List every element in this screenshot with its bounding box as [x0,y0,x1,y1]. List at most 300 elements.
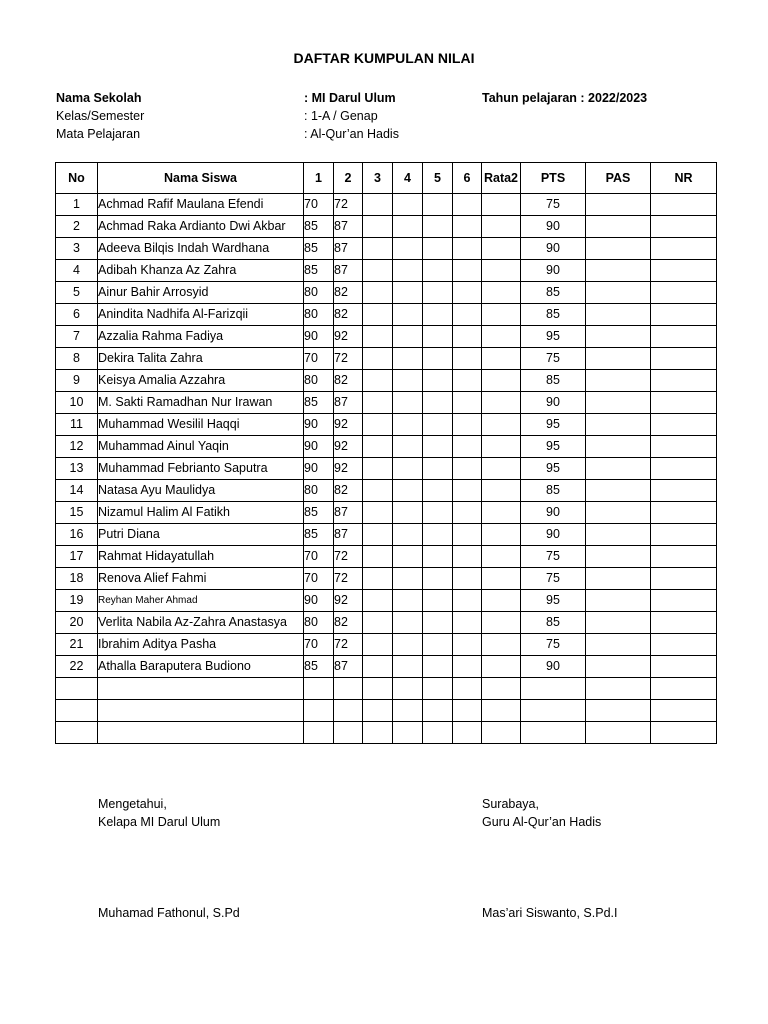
cell-pts: 75 [521,546,586,568]
cell-score-5 [423,348,453,370]
cell-score-1: 90 [304,326,334,348]
cell-nr [651,656,717,678]
cell-student-name: Achmad Raka Ardianto Dwi Akbar [98,216,304,238]
cell-score-5 [423,524,453,546]
cell-score-4 [393,414,423,436]
cell-nr [651,524,717,546]
cell-score-4 [393,282,423,304]
cell-score-1 [304,722,334,744]
cell-score-1: 85 [304,656,334,678]
cell-score-1: 90 [304,458,334,480]
cell-pts: 90 [521,656,586,678]
cell-pas [586,678,651,700]
cell-pts: 90 [521,216,586,238]
cell-pas [586,634,651,656]
cell-score-5 [423,612,453,634]
cell-pas [586,260,651,282]
grades-body [56,194,717,744]
cell-score-3 [363,392,393,414]
cell-score-1: 85 [304,524,334,546]
cell-score-5 [423,678,453,700]
subject-label: Mata Pelajaran [56,127,141,141]
cell-score-5 [423,722,453,744]
cell-pts: 95 [521,436,586,458]
cell-score-1: 85 [304,216,334,238]
cell-nr [651,634,717,656]
cell-no: 8 [56,348,98,370]
cell-score-2 [334,678,363,700]
cell-student-name: Nizamul Halim Al Fatikh [98,502,304,524]
cell-pas [586,414,651,436]
cell-nr [651,458,717,480]
cell-pas [586,722,651,744]
cell-pas [586,370,651,392]
cell-score-2: 92 [334,458,363,480]
table-row [56,524,717,546]
cell-score-4 [393,304,423,326]
cell-score-6 [453,348,482,370]
cell-nr [651,304,717,326]
cell-rata2 [482,370,521,392]
cell-pts [521,678,586,700]
cell-score-4 [393,722,423,744]
cell-pas [586,348,651,370]
cell-pts: 75 [521,194,586,216]
cell-score-6 [453,612,482,634]
table-row [56,678,717,700]
table-row [56,590,717,612]
cell-student-name: Anindita Nadhifa Al-Farizqii [98,304,304,326]
cell-score-6 [453,568,482,590]
cell-score-4 [393,700,423,722]
cell-pts: 85 [521,370,586,392]
cell-score-1: 80 [304,282,334,304]
cell-student-name: Ibrahim Aditya Pasha [98,634,304,656]
cell-score-1: 80 [304,370,334,392]
cell-student-name [98,678,304,700]
cell-score-6 [453,216,482,238]
cell-pas [586,700,651,722]
cell-score-4 [393,480,423,502]
cell-score-6 [453,480,482,502]
cell-rata2 [482,238,521,260]
cell-score-4 [393,502,423,524]
cell-no: 15 [56,502,98,524]
cell-score-1: 90 [304,414,334,436]
cell-nr [651,722,717,744]
cell-score-1: 80 [304,304,334,326]
cell-score-3 [363,612,393,634]
cell-score-3 [363,458,393,480]
cell-student-name: Verlita Nabila Az-Zahra Anastasya [98,612,304,634]
cell-score-6 [453,194,482,216]
cell-score-3 [363,546,393,568]
table-row [56,370,717,392]
cell-pts: 85 [521,282,586,304]
cell-pas [586,590,651,612]
cell-score-2: 82 [334,282,363,304]
cell-no [56,700,98,722]
cell-pts: 95 [521,414,586,436]
cell-no: 5 [56,282,98,304]
cell-score-5 [423,414,453,436]
sig-left-name: Muhamad Fathonul, S.Pd [98,906,240,920]
cell-score-3 [363,260,393,282]
cell-score-1: 85 [304,502,334,524]
header-nama-siswa: Nama Siswa [98,163,304,194]
cell-pas [586,612,651,634]
cell-student-name: Athalla Baraputera Budiono [98,656,304,678]
cell-nr [651,216,717,238]
academic-year: Tahun pelajaran : 2022/2023 [482,91,648,105]
cell-score-4 [393,238,423,260]
cell-student-name: Dekira Talita Zahra [98,348,304,370]
table-row [56,612,717,634]
cell-rata2 [482,260,521,282]
table-row [56,458,717,480]
document-title: DAFTAR KUMPULAN NILAI [293,50,475,66]
cell-rata2 [482,282,521,304]
cell-pas [586,194,651,216]
sig-right-name: Mas’ari Siswanto, S.Pd.I [482,906,618,920]
cell-score-4 [393,260,423,282]
cell-score-5 [423,568,453,590]
cell-score-4 [393,370,423,392]
cell-rata2 [482,568,521,590]
table-row [56,700,717,722]
table-row [56,480,717,502]
cell-rata2 [482,546,521,568]
table-row [56,634,717,656]
cell-rata2 [482,458,521,480]
cell-no: 10 [56,392,98,414]
cell-score-1: 70 [304,546,334,568]
cell-score-4 [393,194,423,216]
cell-student-name: Renova Alief Fahmi [98,568,304,590]
cell-score-6 [453,414,482,436]
cell-score-6 [453,304,482,326]
sig-right-line2: Guru Al-Qur’an Hadis [482,815,602,829]
cell-nr [651,348,717,370]
cell-rata2 [482,590,521,612]
table-row [56,194,717,216]
cell-pts: 95 [521,326,586,348]
cell-pts: 90 [521,238,586,260]
cell-score-5 [423,656,453,678]
header-rata2: Rata2 [482,163,521,194]
cell-student-name: Rahmat Hidayatullah [98,546,304,568]
cell-pts: 75 [521,348,586,370]
cell-pas [586,304,651,326]
sig-left-line2: Kelapa MI Darul Ulum [98,815,221,829]
cell-nr [651,436,717,458]
cell-pts: 75 [521,634,586,656]
cell-score-2 [334,722,363,744]
table-row [56,436,717,458]
table-header-row [56,163,717,194]
cell-score-3 [363,370,393,392]
class-value: : 1-A / Genap [304,109,378,123]
cell-score-1: 90 [304,590,334,612]
cell-pas [586,392,651,414]
cell-score-2 [334,700,363,722]
cell-score-2: 87 [334,502,363,524]
cell-nr [651,260,717,282]
header-no: No [56,163,98,194]
cell-pas [586,656,651,678]
grades-table [55,162,717,744]
cell-pas [586,568,651,590]
cell-score-1: 70 [304,634,334,656]
cell-score-3 [363,480,393,502]
table-row [56,216,717,238]
cell-score-5 [423,194,453,216]
cell-score-6 [453,678,482,700]
cell-score-3 [363,194,393,216]
cell-score-2: 87 [334,216,363,238]
cell-score-3 [363,326,393,348]
cell-student-name: M. Sakti Ramadhan Nur Irawan [98,392,304,414]
cell-score-5 [423,238,453,260]
cell-no: 4 [56,260,98,282]
cell-score-3 [363,348,393,370]
cell-no: 13 [56,458,98,480]
cell-no: 2 [56,216,98,238]
cell-pts: 90 [521,502,586,524]
cell-student-name: Azzalia Rahma Fadiya [98,326,304,348]
cell-no: 1 [56,194,98,216]
cell-score-6 [453,546,482,568]
header-pas: PAS [586,163,651,194]
cell-rata2 [482,656,521,678]
cell-score-5 [423,590,453,612]
cell-score-2: 72 [334,546,363,568]
cell-score-4 [393,590,423,612]
cell-score-2: 87 [334,524,363,546]
school-value: : MI Darul Ulum [304,91,396,105]
cell-rata2 [482,502,521,524]
cell-score-6 [453,260,482,282]
cell-score-6 [453,392,482,414]
cell-pas [586,502,651,524]
cell-rata2 [482,700,521,722]
cell-score-5 [423,304,453,326]
cell-pts: 85 [521,612,586,634]
cell-student-name: Muhammad Wesilil Haqqi [98,414,304,436]
cell-rata2 [482,194,521,216]
cell-student-name: Adeeva Bilqis Indah Wardhana [98,238,304,260]
cell-no: 17 [56,546,98,568]
cell-score-1 [304,678,334,700]
cell-pts: 90 [521,524,586,546]
cell-score-1: 70 [304,348,334,370]
cell-student-name [98,722,304,744]
cell-score-3 [363,656,393,678]
cell-rata2 [482,414,521,436]
cell-nr [651,282,717,304]
cell-score-6 [453,590,482,612]
cell-student-name: Adibah Khanza Az Zahra [98,260,304,282]
cell-student-name: Natasa Ayu Maulidya [98,480,304,502]
cell-score-4 [393,348,423,370]
cell-rata2 [482,304,521,326]
cell-student-name: Achmad Rafif Maulana Efendi [98,194,304,216]
cell-score-4 [393,612,423,634]
cell-no: 7 [56,326,98,348]
cell-no: 20 [56,612,98,634]
cell-score-4 [393,656,423,678]
cell-score-2: 82 [334,612,363,634]
cell-rata2 [482,348,521,370]
cell-score-1: 80 [304,612,334,634]
table-row [56,568,717,590]
cell-score-2: 82 [334,480,363,502]
table-row [56,414,717,436]
cell-pts: 95 [521,458,586,480]
cell-nr [651,326,717,348]
cell-pas [586,238,651,260]
cell-score-5 [423,436,453,458]
cell-rata2 [482,436,521,458]
cell-score-5 [423,216,453,238]
cell-pts: 75 [521,568,586,590]
header-nr: NR [651,163,717,194]
cell-score-6 [453,524,482,546]
cell-score-6 [453,502,482,524]
cell-score-5 [423,546,453,568]
cell-pas [586,282,651,304]
cell-score-4 [393,392,423,414]
cell-score-2: 72 [334,348,363,370]
table-row [56,656,717,678]
cell-score-1: 85 [304,238,334,260]
cell-rata2 [482,480,521,502]
cell-score-1: 85 [304,392,334,414]
header-6: 6 [453,163,482,194]
cell-score-2: 87 [334,260,363,282]
cell-pas [586,546,651,568]
cell-pas [586,216,651,238]
cell-pas [586,326,651,348]
cell-score-3 [363,216,393,238]
cell-student-name [98,700,304,722]
cell-nr [651,480,717,502]
cell-rata2 [482,678,521,700]
cell-score-2: 72 [334,194,363,216]
cell-score-2: 82 [334,370,363,392]
cell-no: 9 [56,370,98,392]
cell-rata2 [482,392,521,414]
cell-no: 14 [56,480,98,502]
subject-value: : Al-Qur’an Hadis [304,127,399,141]
cell-score-6 [453,326,482,348]
cell-score-3 [363,414,393,436]
table-row [56,546,717,568]
cell-no: 11 [56,414,98,436]
cell-no: 21 [56,634,98,656]
cell-score-5 [423,634,453,656]
cell-score-4 [393,634,423,656]
cell-nr [651,568,717,590]
table-row [56,326,717,348]
cell-score-3 [363,590,393,612]
cell-nr [651,414,717,436]
cell-score-5 [423,370,453,392]
cell-score-2: 92 [334,436,363,458]
table-row [56,282,717,304]
cell-score-5 [423,282,453,304]
header-2: 2 [334,163,363,194]
cell-score-3 [363,678,393,700]
cell-pts [521,700,586,722]
table-row [56,502,717,524]
cell-score-6 [453,436,482,458]
cell-pts: 90 [521,260,586,282]
cell-score-2: 72 [334,568,363,590]
cell-no: 3 [56,238,98,260]
cell-score-6 [453,656,482,678]
class-label: Kelas/Semester [56,109,145,123]
cell-score-5 [423,458,453,480]
cell-score-4 [393,524,423,546]
cell-score-6 [453,238,482,260]
cell-student-name: Muhammad Ainul Yaqin [98,436,304,458]
cell-score-3 [363,502,393,524]
cell-no: 19 [56,590,98,612]
cell-score-6 [453,458,482,480]
cell-score-1: 80 [304,480,334,502]
cell-nr [651,590,717,612]
cell-score-4 [393,678,423,700]
cell-student-name: Reyhan Maher Ahmad [98,590,304,612]
cell-rata2 [482,612,521,634]
header-3: 3 [363,163,393,194]
cell-score-1: 85 [304,260,334,282]
cell-nr [651,678,717,700]
cell-score-2: 92 [334,414,363,436]
cell-score-5 [423,326,453,348]
cell-score-3 [363,282,393,304]
school-label: Nama Sekolah [56,91,142,105]
cell-pas [586,458,651,480]
cell-score-4 [393,216,423,238]
cell-pas [586,436,651,458]
cell-score-1: 70 [304,568,334,590]
cell-score-4 [393,458,423,480]
cell-no: 12 [56,436,98,458]
cell-rata2 [482,722,521,744]
cell-no: 6 [56,304,98,326]
sig-left-line1: Mengetahui, [98,797,167,811]
cell-score-4 [393,546,423,568]
table-row [56,348,717,370]
cell-pts: 85 [521,480,586,502]
sig-right-line1: Surabaya, [482,797,539,811]
cell-score-3 [363,304,393,326]
cell-score-5 [423,392,453,414]
cell-rata2 [482,524,521,546]
table-row [56,304,717,326]
cell-rata2 [482,634,521,656]
cell-score-3 [363,722,393,744]
cell-student-name: Ainur Bahir Arrosyid [98,282,304,304]
cell-score-2: 92 [334,326,363,348]
header-1: 1 [304,163,334,194]
cell-score-6 [453,282,482,304]
table-row [56,392,717,414]
cell-score-2: 87 [334,656,363,678]
cell-score-3 [363,436,393,458]
